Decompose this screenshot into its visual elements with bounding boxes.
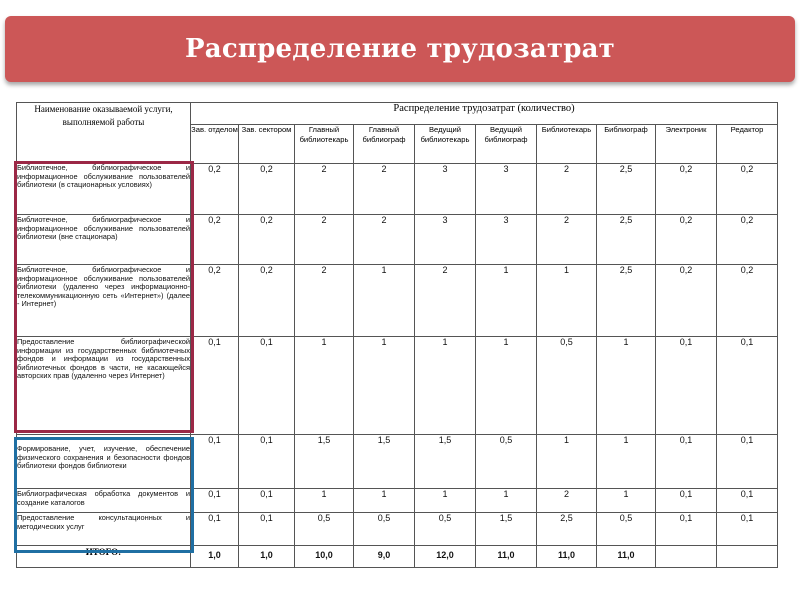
value-cell: 1,5 <box>354 435 415 489</box>
value-cell: 0,2 <box>191 164 239 215</box>
value-cell: 0,2 <box>656 164 717 215</box>
value-cell: 0,5 <box>476 435 537 489</box>
slide-title: Распределение трудозатрат <box>185 34 615 64</box>
value-cell: 1 <box>476 337 537 435</box>
value-cell: 3 <box>476 164 537 215</box>
value-cell: 0,1 <box>717 435 778 489</box>
value-cell: 0,2 <box>656 265 717 337</box>
total-cell: 11,0 <box>537 546 597 568</box>
service-name: Библиотечное, библиографическое и информационное обслуживание пользователей библиотеки (вне стационара) <box>17 215 191 265</box>
value-cell: 2 <box>295 215 354 265</box>
value-cell: 0,1 <box>239 337 295 435</box>
value-cell: 0,1 <box>656 489 717 513</box>
table-row <box>17 513 778 546</box>
value-cell: 1 <box>354 337 415 435</box>
column-header: Электроник <box>656 125 717 164</box>
value-cell: 1 <box>537 265 597 337</box>
service-name: Библиотечное, библиографическое и информационное обслуживание пользователей библиотеки (в стационарных условиях) <box>17 164 191 215</box>
value-cell: 0,1 <box>717 513 778 546</box>
service-column-header: Наименование оказываемой услуги, выполняемой работы <box>17 103 191 164</box>
service-name: Предоставление библиографической информации из государственных библиотечных фондов и информации из государственных библиотечных фондов в части, не касающейся авторских прав (удаленно через Интернет) <box>17 337 191 435</box>
total-cell: 12,0 <box>415 546 476 568</box>
table-row <box>17 435 778 489</box>
value-cell: 0,1 <box>239 513 295 546</box>
service-name: Библиотечное, библиографическое и информационное обслуживание пользователей библиотеки (удаленно через информационно-телекоммуникационную сеть «Интернет») (далее - Интернет) <box>17 265 191 337</box>
table-row <box>17 489 778 513</box>
value-cell: 3 <box>415 164 476 215</box>
table-row <box>17 164 778 215</box>
value-cell: 1 <box>415 489 476 513</box>
total-label: ИТОГО: <box>17 546 191 568</box>
value-cell: 1 <box>597 435 656 489</box>
value-cell: 0,2 <box>717 215 778 265</box>
value-cell: 0,2 <box>239 215 295 265</box>
value-cell: 1 <box>415 337 476 435</box>
total-cell <box>717 546 778 568</box>
value-cell: 1 <box>354 265 415 337</box>
value-cell: 0,5 <box>597 513 656 546</box>
total-cell: 11,0 <box>597 546 656 568</box>
table-row <box>17 215 778 265</box>
value-cell: 1,5 <box>295 435 354 489</box>
value-cell: 0,2 <box>717 265 778 337</box>
value-cell: 0,5 <box>295 513 354 546</box>
column-header: Главный библиотекарь <box>295 125 354 164</box>
value-cell: 2 <box>295 265 354 337</box>
total-cell: 9,0 <box>354 546 415 568</box>
value-cell: 0,1 <box>656 513 717 546</box>
total-cell: 1,0 <box>191 546 239 568</box>
value-cell: 2 <box>537 215 597 265</box>
service-name: Библиографическая обработка документов и создание каталогов <box>17 489 191 513</box>
value-cell: 1 <box>597 489 656 513</box>
value-cell: 2,5 <box>597 265 656 337</box>
value-cell: 0,1 <box>239 435 295 489</box>
value-cell: 0,1 <box>191 513 239 546</box>
value-cell: 2 <box>537 489 597 513</box>
value-cell: 0,1 <box>191 435 239 489</box>
total-cell: 11,0 <box>476 546 537 568</box>
column-header: Зав. сектором <box>239 125 295 164</box>
column-header: Главный библиограф <box>354 125 415 164</box>
value-cell: 2 <box>354 164 415 215</box>
value-cell: 0,2 <box>717 164 778 215</box>
column-header: Ведущий библиотекарь <box>415 125 476 164</box>
value-cell: 0,1 <box>191 489 239 513</box>
value-cell: 0,2 <box>191 265 239 337</box>
value-cell: 0,5 <box>354 513 415 546</box>
value-cell: 1 <box>597 337 656 435</box>
value-cell: 2,5 <box>537 513 597 546</box>
value-cell: 2 <box>295 164 354 215</box>
column-header: Библиотекарь <box>537 125 597 164</box>
value-cell: 2 <box>537 164 597 215</box>
group-header: Распределение трудозатрат (количество) <box>191 103 778 125</box>
slide-title-bar <box>5 16 795 82</box>
column-header: Библиограф <box>597 125 656 164</box>
total-cell <box>656 546 717 568</box>
value-cell: 0,1 <box>191 337 239 435</box>
value-cell: 0,1 <box>717 337 778 435</box>
service-name: Формирование, учет, изучение, обеспечение физического сохранения и безопасности фондов библиотеки фондов библиотеки <box>17 435 191 489</box>
column-header: Редактор <box>717 125 778 164</box>
value-cell: 2,5 <box>597 164 656 215</box>
total-cell: 1,0 <box>239 546 295 568</box>
table-row <box>17 337 778 435</box>
value-cell: 0,1 <box>656 337 717 435</box>
value-cell: 1 <box>354 489 415 513</box>
total-cell: 10,0 <box>295 546 354 568</box>
table-row <box>17 265 778 337</box>
value-cell: 2 <box>354 215 415 265</box>
value-cell: 1 <box>295 489 354 513</box>
column-header: Зав. отделом <box>191 125 239 164</box>
value-cell: 0,2 <box>191 215 239 265</box>
value-cell: 1 <box>537 435 597 489</box>
value-cell: 0,1 <box>239 489 295 513</box>
value-cell: 0,1 <box>656 435 717 489</box>
value-cell: 0,5 <box>537 337 597 435</box>
service-name: Предоставление консультационных и методических услуг <box>17 513 191 546</box>
value-cell: 0,2 <box>239 164 295 215</box>
value-cell: 2 <box>415 265 476 337</box>
value-cell: 3 <box>415 215 476 265</box>
total-row <box>17 546 778 568</box>
value-cell: 1 <box>295 337 354 435</box>
value-cell: 1 <box>476 265 537 337</box>
labor-distribution-table <box>16 102 778 568</box>
value-cell: 0,2 <box>656 215 717 265</box>
value-cell: 2,5 <box>597 215 656 265</box>
value-cell: 1,5 <box>415 435 476 489</box>
value-cell: 0,5 <box>415 513 476 546</box>
value-cell: 0,2 <box>239 265 295 337</box>
value-cell: 1 <box>476 489 537 513</box>
value-cell: 1,5 <box>476 513 537 546</box>
column-header: Ведущий библиограф <box>476 125 537 164</box>
value-cell: 0,1 <box>717 489 778 513</box>
value-cell: 3 <box>476 215 537 265</box>
